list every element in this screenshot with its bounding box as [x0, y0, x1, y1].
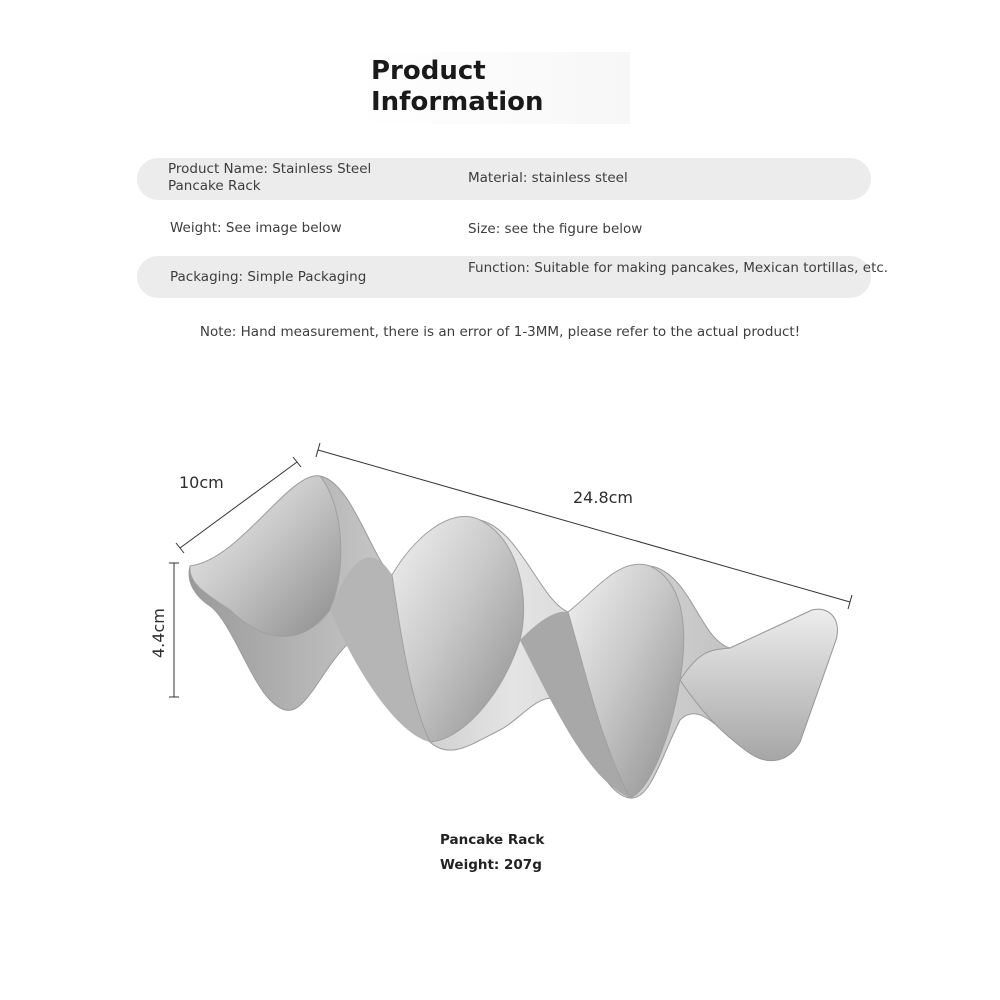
caption-name: Pancake Rack — [440, 832, 545, 848]
size-text: Size: see the figure below — [468, 221, 643, 237]
measurement-note: Note: Hand measurement, there is an error of 1-3MM, please refer to the actual product! — [199, 324, 801, 340]
wave-taco-rack-icon — [189, 476, 837, 798]
length-label: 24.8cm — [573, 488, 634, 507]
page-title: Product Information — [371, 56, 544, 117]
caption-weight: Weight: 207g — [440, 857, 542, 873]
rack-left-face — [190, 476, 341, 637]
height-label: 4.4cm — [149, 608, 168, 658]
product-name-text: Product Name: Stainless Steel Pancake Rack — [168, 161, 372, 194]
material-text: Material: stainless steel — [468, 170, 628, 186]
function-text: Function: Suitable for making pancakes, Mexican tortillas, etc. — [468, 260, 889, 276]
weight-text: Weight: See image below — [170, 220, 342, 236]
width-label: 10cm — [179, 473, 224, 492]
height-dimension — [149, 563, 179, 697]
packaging-text: Packaging: Simple Packaging — [170, 269, 367, 285]
